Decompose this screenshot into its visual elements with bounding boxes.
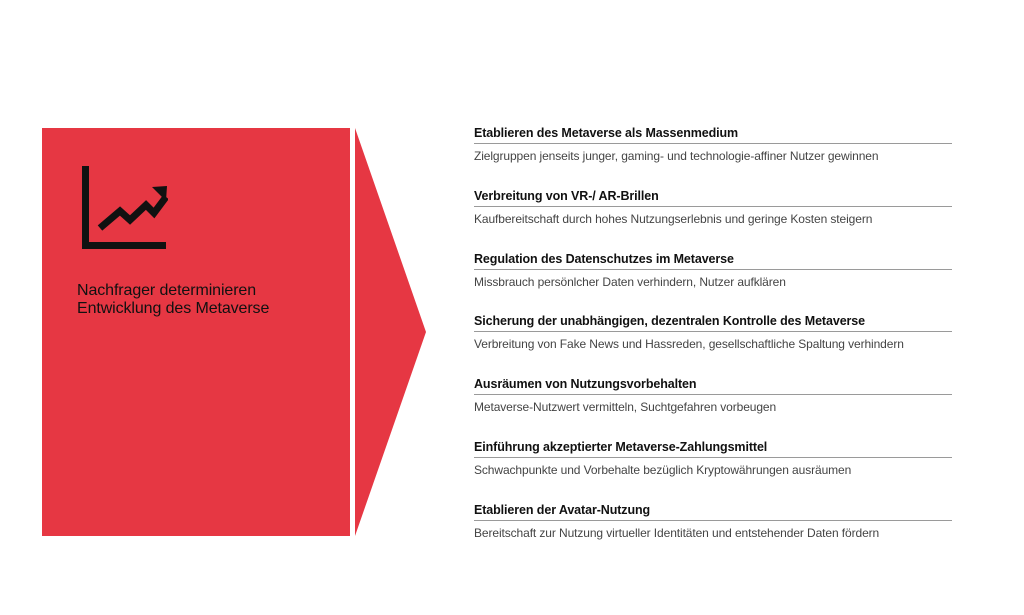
item-title: Etablieren des Metaverse als Massenmedium xyxy=(474,125,952,144)
item-title: Etablieren der Avatar-Nutzung xyxy=(474,502,952,521)
chevron-arrow-shape xyxy=(355,128,426,536)
panel-title xyxy=(77,282,337,318)
trending-up-chart-icon xyxy=(82,166,168,250)
item-description: Bereitschaft zur Nutzung virtueller Identitäten und entstehender Daten fördern xyxy=(474,525,880,540)
panel-title-line2: Entwicklung des Metaverse xyxy=(77,300,270,317)
item-description: Zielgruppen jenseits junger, gaming- und technologie-affiner Nutzer gewinnen xyxy=(474,149,879,163)
item-description: Metaverse-Nutzwert vermitteln, Suchtgefahren vorbeugen xyxy=(474,400,777,415)
item-title: Sicherung der unabhängigen, dezentralen Kontrolle des Metaverse xyxy=(474,313,952,332)
demand-side-panel xyxy=(42,128,350,536)
list-item xyxy=(474,313,952,376)
list-item xyxy=(474,251,952,314)
list-item xyxy=(474,188,952,251)
panel-title-line1: Nachfrager determinieren xyxy=(77,282,257,299)
list-item xyxy=(474,439,952,502)
item-title: Einführung akzeptierter Metaverse-Zahlungsmittel xyxy=(474,439,952,458)
item-description: Verbreitung von Fake News und Hassreden, gesellschaftliche Spaltung verhindern xyxy=(474,337,904,352)
list-item xyxy=(474,376,952,439)
factor-list xyxy=(474,125,952,565)
item-description: Schwachpunkte und Vorbehalte bezüglich Kryptowährungen ausräumen xyxy=(474,462,852,477)
list-item xyxy=(474,502,952,565)
list-item xyxy=(474,125,952,188)
item-title: Verbreitung von VR-/ AR-Brillen xyxy=(474,188,952,207)
item-title: Ausräumen von Nutzungsvorbehalten xyxy=(474,376,952,395)
item-description: Kaufbereitschaft durch hohes Nutzungserlebnis und geringe Kosten steigern xyxy=(474,211,873,226)
item-description: Missbrauch persönlcher Daten verhindern, Nutzer aufklären xyxy=(474,274,786,289)
item-title: Regulation des Datenschutzes im Metaverse xyxy=(474,251,952,270)
